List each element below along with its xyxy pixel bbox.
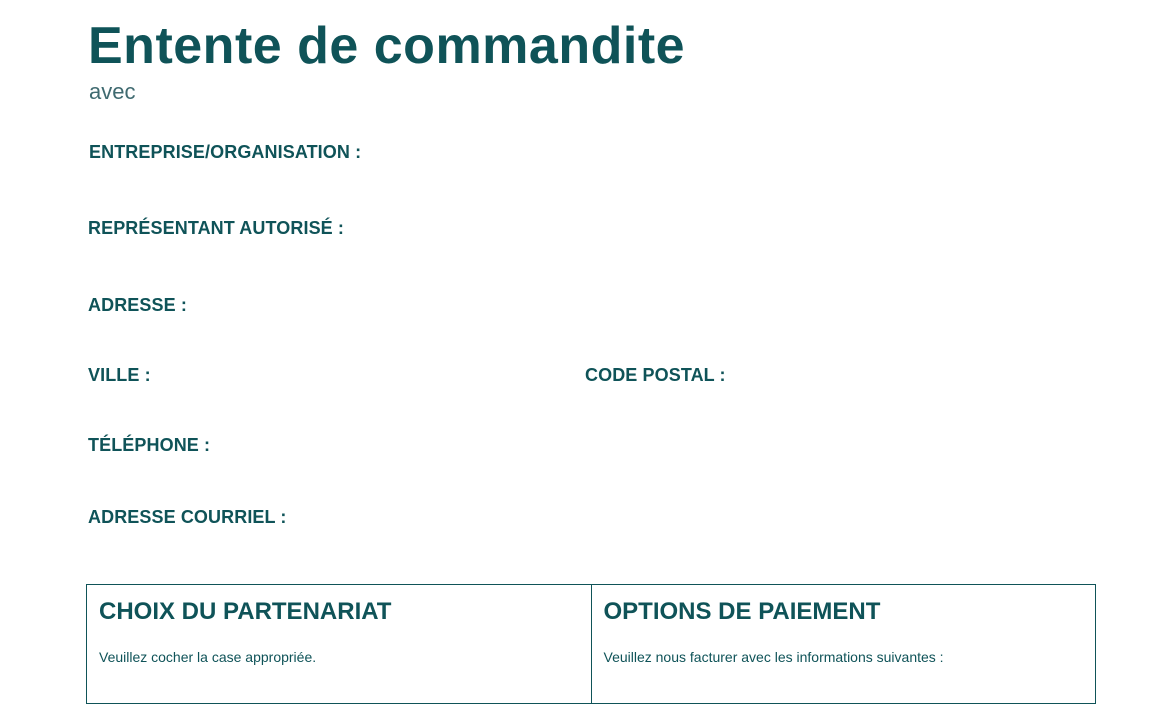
postal-code-label: CODE POSTAL :	[585, 365, 726, 385]
page-title: Entente de commandite	[88, 17, 686, 75]
partnership-section	[87, 585, 591, 703]
city-field[interactable]	[170, 364, 564, 388]
partnership-note: Veuillez cocher la case appropriée.	[99, 649, 317, 665]
options-panel	[86, 584, 1096, 704]
address-label: ADRESSE :	[88, 295, 187, 315]
company-label: ENTREPRISE/ORGANISATION :	[89, 142, 362, 162]
postal-code-field[interactable]	[768, 364, 1072, 388]
payment-heading: OPTIONS DE PAIEMENT	[603, 598, 881, 625]
representative-field[interactable]	[412, 217, 1036, 241]
page-subtitle: avec	[89, 79, 136, 104]
payment-note: Veuillez nous facturer avec les informations suivantes :	[603, 649, 944, 665]
email-label: ADRESSE COURRIEL :	[88, 507, 287, 527]
partnership-heading: CHOIX DU PARTENARIAT	[99, 598, 392, 625]
representative-label: REPRÉSENTANT AUTORISÉ :	[88, 218, 344, 238]
company-field[interactable]	[440, 141, 1044, 165]
city-label: VILLE :	[88, 365, 151, 385]
address-field[interactable]	[215, 294, 1039, 318]
phone-label: TÉLÉPHONE :	[88, 435, 211, 455]
email-field[interactable]	[340, 506, 1044, 530]
payment-section	[591, 585, 1096, 703]
phone-field[interactable]	[248, 434, 1042, 458]
